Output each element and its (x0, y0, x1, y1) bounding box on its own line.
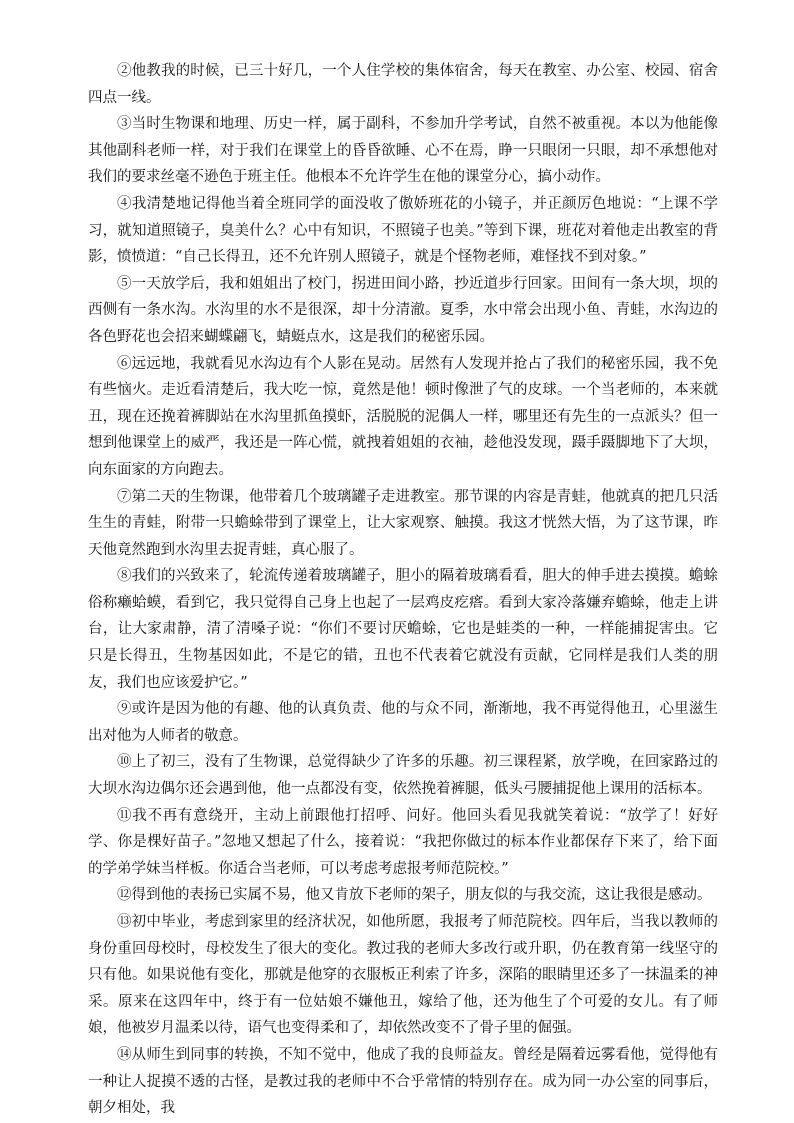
paragraph-13: ⑬初中毕业，考虑到家里的经济状况，如他所愿，我报考了师范院校。四年后，当我以教师的身份重回母校时，母校发生了很大的变化。教过我的老师大多改行或升职，仍在教育第一线坚守的只有他。如果说他有变化，那就是他穿的衣服板正利索了许多，深陷的眼睛里还多了一抹温柔的神采。原来在这四年中，终于有一位姑娘不嫌他丑，嫁给了他，还为他生了个可爱的女儿。有了师娘，他被岁月温柔以待，语气也变得柔和了，却依然改变不了骨子里的倔强。 (88, 914, 718, 1037)
document-page (88, 58, 718, 1122)
paragraph-5: ⑤一天放学后，我和姐姐出了校门，拐进田间小路，抄近道步行回家。田间有一条大坝，坝的西侧有一条水沟。水沟里的水不是很深，却十分清澈。夏季，水中常会出现小鱼、青蛙，水沟边的各色野花也会招来蝴蝶翩飞，蜻蜓点水，这是我们的秘密乐园。 (88, 275, 718, 345)
paragraph-14: ⑭从师生到同事的转换，不知不觉中，他成了我的良师益友。曾经是隔着远雾看他，觉得他有一种让人捉摸不透的古怪，是教过我的老师中不合乎常情的特别存在。成为同一办公室的同事后，朝夕相处，我 (88, 1046, 718, 1117)
paragraph-8: ⑧我们的兴致来了，轮流传递着玻璃罐子，胆小的隔着玻璃看看，胆大的伸手进去摸摸。蟾蜍俗称癞蛤蟆，看到它，我只觉得自己身上也起了一层鸡皮疙瘩。看到大家冷落嫌弃蟾蜍，他走上讲台，让大家肃静，清了清嗓子说：“你们不要讨厌蟾蜍，它也是蛙类的一种，一样能捕捉害虫。它只是长得丑，生物基因如此，不是它的错，丑也不代表着它就没有贡献，它同样是我们人类的朋友，我们也应该爱护它。” (88, 568, 718, 691)
paragraph-4: ④我清楚地记得他当着全班同学的面没收了傲娇班花的小镜子，并正颜厉色地说：“上课不学习，就知道照镜子，臭美什么？心中有知识，不照镜子也美。”等到下课，班花对着他走出教室的背影，愤愤道：“自己长得丑，还不允许别人照镜子，就是个怪物老师，难怪找不到对象。” (88, 195, 718, 266)
paragraph-3: ③当时生物课和地理、历史一样，属于副科，不参加升学考试，自然不被重视。本以为他能像其他副科老师一样，对于我们在课堂上的昏昏欲睡、心不在焉，睁一只眼闭一只眼，却不承想他对我们的要求丝毫不逊色于班主任。他根本不允许学生在他的课堂分心，搞小动作。 (88, 116, 718, 186)
paragraph-11: ⑪我不再有意绕开，主动上前跟他打招呼、问好。他回头看见我就笑着说：“放学了！好好学、你是棵好苗子。”忽地又想起了什么，接着说：“我把你做过的标本作业都保存下来了，给下面的学弟学妹当样板。你适合当老师，可以考虑考虑报考师范院校。” (88, 807, 718, 877)
paragraph-2: ②他教我的时候，已三十好几，一个人住学校的集体宿舍，每天在教室、办公室、校园、宿舍四点一线。 (88, 63, 718, 106)
paragraph-12: ⑫得到他的表扬已实属不易，他又肯放下老师的架子，朋友似的与我交流，这让我很是感动。 (117, 887, 712, 904)
paragraph-6: ⑥远远地，我就看见水沟边有个人影在晃动。居然有人发现并抢占了我们的秘密乐园，我不免有些恼火。走近看清楚后，我大吃一惊，竟然是他！顿时像泄了气的皮球。一个当老师的，本来就丑，现在还挽着裤脚站在水沟里抓鱼摸虾，活脱脱的泥偶人一样，哪里还有先生的一点派头？但一想到他课堂上的威严，我还是一阵心慌，就拽着姐姐的衣袖，趁他没发现，蹑手蹑脚地下了大坝，向东面家的方向跑去。 (88, 355, 718, 478)
paragraph-10: ⑩上了初三，没有了生物课，总觉得缺少了许多的乐趣。初三课程紧，放学晚，在回家路过的大坝水沟边偶尔还会遇到他，他一点都没有变，依然挽着裤腿，低头弓腰捕捉他上课用的活标本。 (88, 754, 718, 798)
paragraph-7: ⑦第二天的生物课，他带着几个玻璃罐子走进教室。那节课的内容是青蛙，他就真的把几只活生生的青蛙，附带一只蟾蜍带到了课堂上，让大家观察、触摸。我这才恍然大悟，为了这节课，昨天他竟然跑到水沟里去捉青蛙，真心服了。 (88, 488, 718, 558)
paragraph-9: ⑨或许是因为他的有趣、他的认真负责、他的与众不同，渐渐地，我不再觉得他丑，心里滋生出对他为人师者的敬意。 (88, 701, 718, 744)
